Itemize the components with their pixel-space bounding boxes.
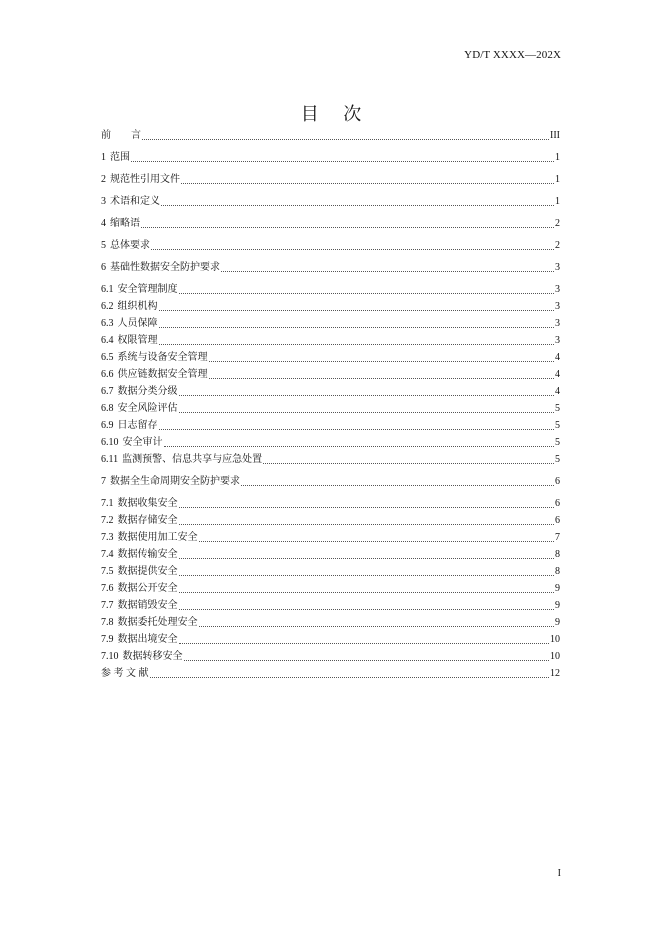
toc-entry[interactable] bbox=[101, 403, 560, 415]
toc-entry-page: 3 bbox=[555, 301, 560, 312]
toc-entry-title: 术语和定义 bbox=[110, 196, 160, 207]
toc-entry[interactable] bbox=[101, 218, 560, 230]
toc-entry-title: 基础性数据安全防护要求 bbox=[110, 262, 220, 273]
toc-entry-label bbox=[101, 634, 178, 646]
toc-entry-title: 供应链数据安全管理 bbox=[117, 369, 208, 380]
dot-leader bbox=[164, 446, 555, 447]
toc-entry-number: 6.7 bbox=[101, 386, 114, 397]
toc-entry-page: 10 bbox=[550, 634, 560, 645]
toc-entry-number: 5 bbox=[101, 240, 106, 251]
toc-entry[interactable] bbox=[101, 634, 560, 646]
toc-entry-number: 7.4 bbox=[101, 549, 114, 560]
toc-entry-label bbox=[101, 403, 178, 415]
toc-entry[interactable] bbox=[101, 420, 560, 432]
toc-entry-label bbox=[101, 369, 208, 381]
dot-leader bbox=[179, 293, 555, 294]
toc-entry-title: 前 言 bbox=[101, 130, 141, 141]
dot-leader bbox=[199, 541, 555, 542]
document-code: YD/T XXXX—202X bbox=[464, 49, 561, 61]
toc-entry-page: 5 bbox=[555, 437, 560, 448]
toc-entry-number: 7.9 bbox=[101, 634, 114, 645]
toc-entry-number: 3 bbox=[101, 196, 106, 207]
toc-entry-title: 数据提供安全 bbox=[117, 566, 178, 577]
toc-entry[interactable] bbox=[101, 617, 560, 629]
dot-leader bbox=[142, 139, 549, 140]
toc-entry-label bbox=[101, 476, 240, 488]
toc-entry[interactable] bbox=[101, 284, 560, 296]
toc-entry[interactable] bbox=[101, 600, 560, 612]
dot-leader bbox=[159, 344, 555, 345]
toc-entry-label bbox=[101, 240, 150, 252]
toc-entry-page: 7 bbox=[555, 532, 560, 543]
toc-entry-page: 1 bbox=[555, 152, 560, 163]
toc-entry-number: 6.1 bbox=[101, 284, 114, 295]
toc-entry-number: 7.5 bbox=[101, 566, 114, 577]
toc-entry-page: 4 bbox=[555, 386, 560, 397]
toc-entry-label bbox=[101, 386, 178, 398]
dot-leader bbox=[179, 395, 555, 396]
toc-entry-number: 6.4 bbox=[101, 335, 114, 346]
toc-entry-title: 监测预警、信息共享与应急处置 bbox=[122, 454, 263, 465]
dot-leader bbox=[221, 271, 554, 272]
toc-entry-label bbox=[101, 532, 198, 544]
dot-leader bbox=[161, 205, 554, 206]
dot-leader bbox=[179, 575, 555, 576]
toc-entry[interactable] bbox=[101, 318, 560, 330]
toc-entry-label bbox=[101, 651, 183, 663]
toc-entry-label bbox=[101, 420, 158, 432]
toc-entry-page: 1 bbox=[555, 174, 560, 185]
toc-entry-number: 6.10 bbox=[101, 437, 119, 448]
toc-entry-page: 3 bbox=[555, 318, 560, 329]
toc-entry-title: 数据销毁安全 bbox=[117, 600, 178, 611]
dot-leader bbox=[159, 310, 555, 311]
toc-entry-page: 6 bbox=[555, 498, 560, 509]
toc-entry-number: 7.6 bbox=[101, 583, 114, 594]
toc-entry-title: 范围 bbox=[110, 152, 130, 163]
toc-entry-number: 6.6 bbox=[101, 369, 114, 380]
dot-leader bbox=[150, 677, 550, 678]
toc-entry-number: 1 bbox=[101, 152, 106, 163]
toc-entry-number: 6.5 bbox=[101, 352, 114, 363]
toc-entry-page: 5 bbox=[555, 420, 560, 431]
toc-entry-title: 数据收集安全 bbox=[117, 498, 178, 509]
toc-entry-title: 数据使用加工安全 bbox=[117, 532, 198, 543]
toc-entry-label bbox=[101, 437, 163, 449]
dot-leader bbox=[181, 183, 554, 184]
toc-entry-label bbox=[101, 583, 178, 595]
toc-entry-title: 安全管理制度 bbox=[117, 284, 178, 295]
toc-entry-page: 5 bbox=[555, 403, 560, 414]
dot-leader bbox=[263, 463, 554, 464]
toc-entry-number: 7.1 bbox=[101, 498, 114, 509]
dot-leader bbox=[199, 626, 555, 627]
toc-entry-title: 系统与设备安全管理 bbox=[117, 352, 208, 363]
toc-entry-number: 6.11 bbox=[101, 454, 119, 465]
toc-entry-label bbox=[101, 352, 208, 364]
toc-entry[interactable] bbox=[101, 668, 560, 680]
toc-entry[interactable] bbox=[101, 262, 560, 274]
toc-entry-label bbox=[101, 301, 158, 313]
toc-entry-label bbox=[101, 174, 180, 186]
toc-entry-title: 总体要求 bbox=[110, 240, 150, 251]
toc-entry[interactable] bbox=[101, 583, 560, 595]
toc-entry-label bbox=[101, 498, 178, 510]
toc-entry[interactable] bbox=[101, 369, 560, 381]
dot-leader bbox=[209, 378, 555, 379]
toc-entry-number: 4 bbox=[101, 218, 106, 229]
dot-leader bbox=[179, 524, 555, 525]
toc-entry-number: 7.7 bbox=[101, 600, 114, 611]
toc-entry-number: 7.8 bbox=[101, 617, 114, 628]
toc-entry-label bbox=[101, 515, 178, 527]
toc-entry-label bbox=[101, 566, 178, 578]
toc-entry[interactable] bbox=[101, 476, 560, 488]
toc-entry[interactable] bbox=[101, 152, 560, 164]
toc-entry-title: 权限管理 bbox=[117, 335, 158, 346]
toc-entry-page: 9 bbox=[555, 600, 560, 611]
toc-entry-title: 数据分类分级 bbox=[117, 386, 178, 397]
toc-entry[interactable] bbox=[101, 437, 560, 449]
toc-entry[interactable] bbox=[101, 454, 560, 466]
toc-entry-title: 组织机构 bbox=[117, 301, 158, 312]
toc-entry-label bbox=[101, 454, 262, 466]
dot-leader bbox=[209, 361, 555, 362]
toc-entry-label bbox=[101, 262, 220, 274]
toc-entry-number: 7.3 bbox=[101, 532, 114, 543]
toc-entry-title: 规范性引用文件 bbox=[110, 174, 180, 185]
page-number: I bbox=[557, 868, 561, 879]
toc-entry-number: 6.9 bbox=[101, 420, 114, 431]
toc-entry-page: 2 bbox=[555, 218, 560, 229]
toc-entry[interactable] bbox=[101, 196, 560, 208]
toc-entry[interactable] bbox=[101, 549, 560, 561]
toc-entry-page: 1 bbox=[555, 196, 560, 207]
toc-entry-page: 12 bbox=[550, 668, 560, 679]
toc-entry-number: 6.8 bbox=[101, 403, 114, 414]
dot-leader bbox=[141, 227, 554, 228]
toc-entry[interactable] bbox=[101, 386, 560, 398]
toc-entry-page: 6 bbox=[555, 515, 560, 526]
toc-entry-number: 6 bbox=[101, 262, 106, 273]
dot-leader bbox=[159, 429, 555, 430]
toc-entry-label bbox=[101, 284, 178, 296]
toc-entry[interactable] bbox=[101, 498, 560, 510]
toc-entry-label bbox=[101, 549, 178, 561]
toc-entry-title: 安全审计 bbox=[122, 437, 163, 448]
toc-entry[interactable] bbox=[101, 651, 560, 663]
toc-entry-title: 数据公开安全 bbox=[117, 583, 178, 594]
toc-entry-page: 4 bbox=[555, 369, 560, 380]
toc-entry-number: 6.2 bbox=[101, 301, 114, 312]
toc-entry-title: 数据存储安全 bbox=[117, 515, 178, 526]
toc-entry-page: 2 bbox=[555, 240, 560, 251]
toc-entry-page: 9 bbox=[555, 617, 560, 628]
dot-leader bbox=[131, 161, 554, 162]
toc-entry-label bbox=[101, 668, 149, 680]
toc-entry-label bbox=[101, 152, 130, 164]
toc-entry-page: III bbox=[550, 130, 560, 141]
toc-entry-title: 缩略语 bbox=[110, 218, 140, 229]
dot-leader bbox=[241, 485, 554, 486]
toc-entry-title: 人员保障 bbox=[117, 318, 158, 329]
dot-leader bbox=[184, 660, 550, 661]
toc-entry-page: 10 bbox=[550, 651, 560, 662]
toc-entry-title: 数据出境安全 bbox=[117, 634, 178, 645]
dot-leader bbox=[179, 609, 555, 610]
toc-entry[interactable] bbox=[101, 515, 560, 527]
toc-entry-page: 3 bbox=[555, 284, 560, 295]
toc-entry[interactable] bbox=[101, 566, 560, 578]
toc-entry-label bbox=[101, 130, 141, 142]
toc-entry-label bbox=[101, 196, 160, 208]
toc-entry-label bbox=[101, 600, 178, 612]
toc-entry-label bbox=[101, 335, 158, 347]
toc-entry-number: 7 bbox=[101, 476, 106, 487]
toc-entry-page: 9 bbox=[555, 583, 560, 594]
page-title: 目 次 bbox=[300, 104, 372, 124]
dot-leader bbox=[159, 327, 555, 328]
toc-entry-page: 8 bbox=[555, 566, 560, 577]
toc-entry-page: 5 bbox=[555, 454, 560, 465]
toc-entry-title: 安全风险评估 bbox=[117, 403, 178, 414]
toc-entry-label bbox=[101, 318, 158, 330]
dot-leader bbox=[179, 507, 555, 508]
toc-entry[interactable] bbox=[101, 335, 560, 347]
toc-entry-title: 参 考 文 献 bbox=[101, 668, 149, 679]
toc-entry[interactable] bbox=[101, 130, 560, 142]
toc-entry-page: 6 bbox=[555, 476, 560, 487]
dot-leader bbox=[179, 558, 555, 559]
dot-leader bbox=[179, 592, 555, 593]
toc-entry[interactable] bbox=[101, 240, 560, 252]
toc-entry-page: 8 bbox=[555, 549, 560, 560]
toc-entry-number: 7.2 bbox=[101, 515, 114, 526]
toc-entry-title: 数据转移安全 bbox=[122, 651, 183, 662]
toc-entry-label bbox=[101, 617, 198, 629]
dot-leader bbox=[179, 643, 550, 644]
toc-entry-page: 3 bbox=[555, 262, 560, 273]
toc-entry[interactable] bbox=[101, 532, 560, 544]
toc-entry-title: 数据委托处理安全 bbox=[117, 617, 198, 628]
toc-entry-label bbox=[101, 218, 140, 230]
toc-entry-number: 7.10 bbox=[101, 651, 119, 662]
dot-leader bbox=[151, 249, 554, 250]
toc-entry-number: 6.3 bbox=[101, 318, 114, 329]
toc-entry-number: 2 bbox=[101, 174, 106, 185]
toc-entry[interactable] bbox=[101, 301, 560, 313]
toc-entry-page: 4 bbox=[555, 352, 560, 363]
toc-entry[interactable] bbox=[101, 174, 560, 186]
toc-entry[interactable] bbox=[101, 352, 560, 364]
toc-entry-title: 日志留存 bbox=[117, 420, 158, 431]
toc-entry-title: 数据传输安全 bbox=[117, 549, 178, 560]
toc-entry-page: 3 bbox=[555, 335, 560, 346]
toc-entry-title: 数据全生命周期安全防护要求 bbox=[110, 476, 240, 487]
dot-leader bbox=[179, 412, 555, 413]
